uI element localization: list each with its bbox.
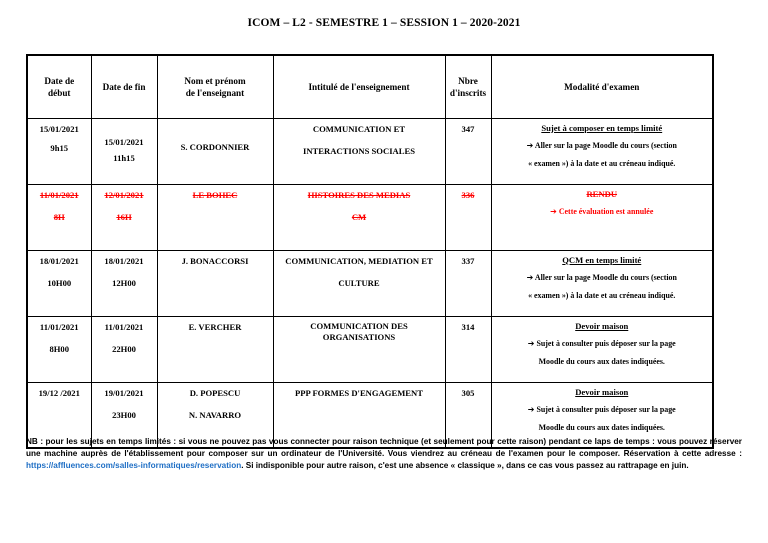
table-row (27, 118, 713, 184)
right-arrow-icon: ➔ (550, 206, 557, 216)
reservation-link[interactable]: https://affluences.com/salles-informatiques/reservation (26, 461, 242, 470)
enrolled-cell: 337 (445, 250, 491, 316)
start-cell: 15/01/2021 9h15 (27, 118, 91, 184)
teacher-cell: E. VERCHER (157, 316, 273, 382)
course-cell: COMMUNICATION DES ORGANISATIONS (273, 316, 445, 382)
end-cell: 12/01/2021 16H (91, 184, 157, 250)
course-cell: HISTOIRES DES MEDIAS CM (273, 184, 445, 250)
right-arrow-icon: ➔ (527, 338, 535, 348)
exam-mode-cell: Sujet à composer en temps limité ➔ Aller sur la page Moodle du cours (section « examen ») à la date et au créneau indiqué. (491, 118, 713, 184)
header-exam-mode: Modalité d'examen (491, 55, 713, 118)
header-end-date: Date de fin (91, 55, 157, 118)
table-header-row (27, 55, 713, 118)
header-enrolled: Nbre d'inscrits (445, 55, 491, 118)
header-course: Intitulé de l'enseignement (273, 55, 445, 118)
exam-mode-cell: Devoir maison ➔ Sujet à consulter puis déposer sur la page Moodle du cours aux dates indiquées. (491, 382, 713, 448)
header-start-date: Date de début (27, 55, 91, 118)
exam-mode-cell: RENDU ➔ Cette évaluation est annulée (491, 184, 713, 250)
enrolled-cell: 336 (445, 184, 491, 250)
exam-table (26, 54, 714, 449)
start-cell: 11/01/2021 8H (27, 184, 91, 250)
page-title: ICOM – L2 - SEMESTRE 1 – SESSION 1 – 2020-2021 (247, 17, 521, 29)
exam-mode-cell: QCM en temps limité ➔ Aller sur la page Moodle du cours (section « examen ») à la date et au créneau indiqué. (491, 250, 713, 316)
end-cell: 19/01/2021 23H00 (91, 382, 157, 448)
teacher-cell: S. CORDONNIER (157, 118, 273, 184)
course-cell: COMMUNICATION ET INTERACTIONS SOCIALES (273, 118, 445, 184)
right-arrow-icon: ➔ (526, 272, 534, 282)
header-teacher: Nom et prénom de l'enseignant (157, 55, 273, 118)
teacher-cell: J. BONACCORSI (157, 250, 273, 316)
teacher-cell: LE BOHEC (157, 184, 273, 250)
course-cell: PPP FORMES D'ENGAGEMENT (273, 382, 445, 448)
start-cell: 19/12 /2021 (27, 382, 91, 448)
start-cell: 18/01/2021 10H00 (27, 250, 91, 316)
end-cell: 15/01/2021 11h15 (91, 118, 157, 184)
start-cell: 11/01/2021 8H00 (27, 316, 91, 382)
enrolled-cell: 314 (445, 316, 491, 382)
course-cell: COMMUNICATION, MEDIATION ET CULTURE (273, 250, 445, 316)
end-cell: 18/01/2021 12H00 (91, 250, 157, 316)
teacher-cell: D. POPESCU N. NAVARRO (157, 382, 273, 448)
table-row (27, 250, 713, 316)
right-arrow-icon: ➔ (526, 140, 534, 150)
right-arrow-icon: ➔ (527, 404, 535, 414)
enrolled-cell: 305 (445, 382, 491, 448)
table-row-cancelled (27, 184, 713, 250)
enrolled-cell: 347 (445, 118, 491, 184)
end-cell: 11/01/2021 22H00 (91, 316, 157, 382)
table-row (27, 316, 713, 382)
footnote: NB : pour les sujets en temps limités : si vous ne pouvez pas vous connecter pour raison technique (et seulement pour cette raison) pendant ce laps de temps : vous pouvez réserver une machine auprès de l'établissement pour composer sur un ordinateur de l'Université. Vous viendrez au créneau de l'examen pour le composer. Réservation à cette adresse : https://affluences.com/salles-informatiques/reservation. Si indisponible pour autre raison, c'est une absence « classique », dans ce cas vous passez au rattrapage en juin. (26, 437, 742, 470)
exam-mode-cell: Devoir maison ➔ Sujet à consulter puis déposer sur la page Moodle du cours aux dates indiquées. (491, 316, 713, 382)
